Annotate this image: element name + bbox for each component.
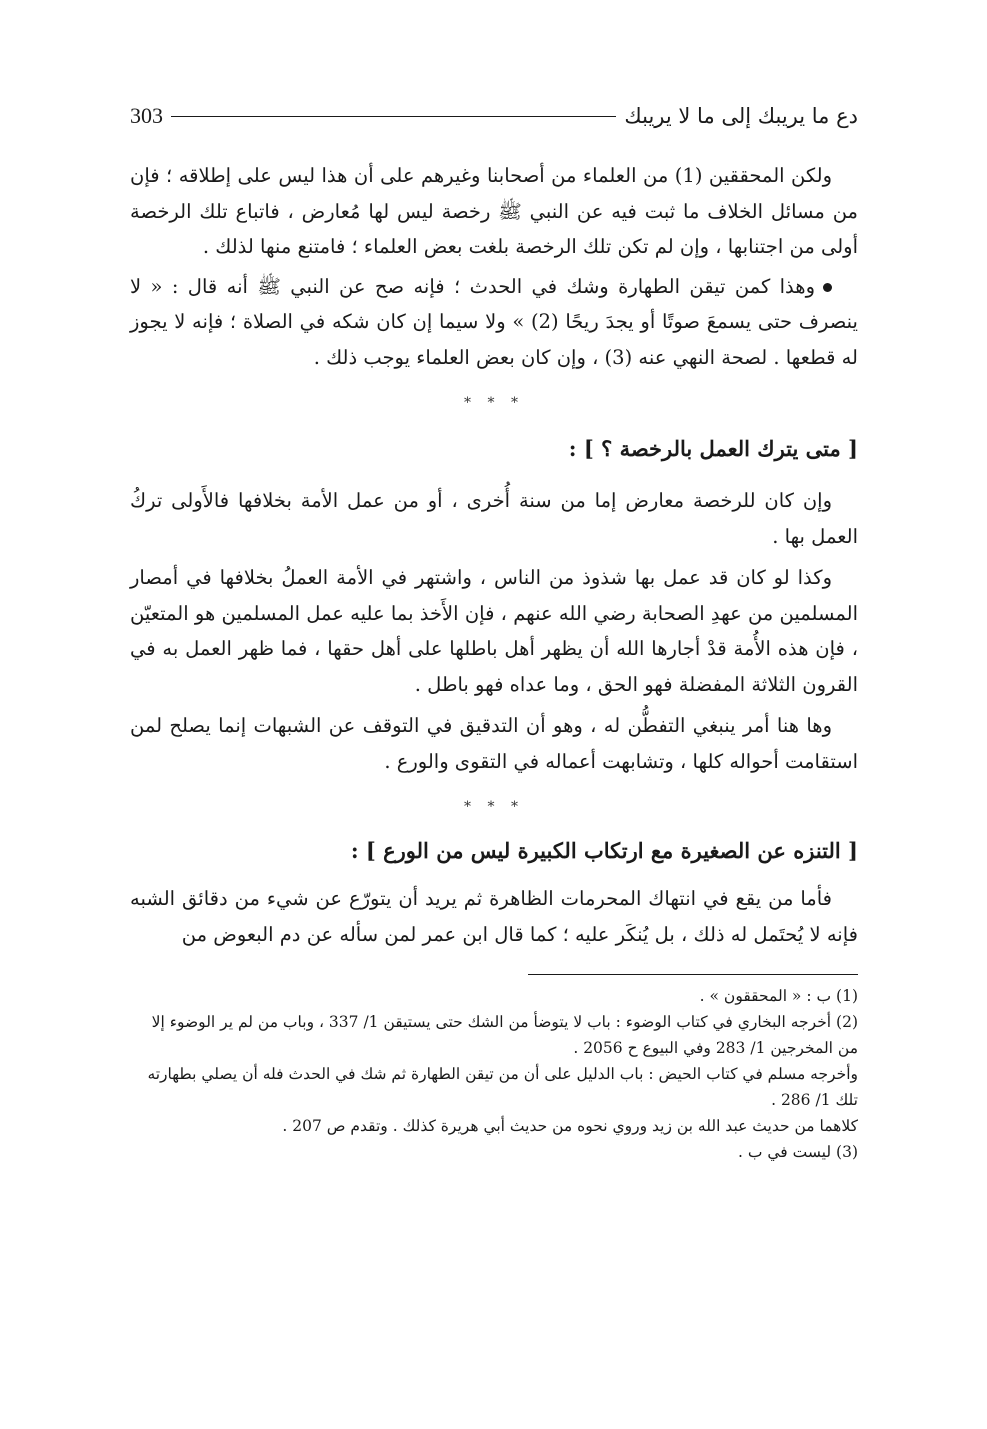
section-separator-1: * * * — [464, 395, 524, 411]
footnote-separator — [528, 974, 858, 975]
footnote-3: (3) ليست في ب . — [738, 1143, 858, 1161]
section-separator-2: * * * — [464, 799, 524, 815]
paragraph-4: وكذا لو كان قد عمل بها شذوذ من الناس ، واشتهر في الأمة العملُ بخلافها في أمصار المسلمين من عهدِ الصحابة رضي الله عنهم ، فإن الأَخذ بما عليه عمل المسلمين هو المتعيّن ، فإن هذه الأُمة قدْ أجارها الله أن يظهر أهل باطلها على أهل حقها ، فما ظهر العمل به في القرون الثلاثة المفضلة فهو الحق ، وما عداه فهو باطل . — [130, 566, 858, 696]
footnote-1: (1) ب : « المحققون » . — [699, 987, 858, 1005]
section-heading-1: [ متى يترك العمل بالرخصة ؟ ] : — [568, 436, 858, 461]
bullet-icon — [823, 283, 832, 292]
footnote-2: (2) أخرجه البخاري في كتاب الوضوء : باب لا يتوضأ من الشك حتى يستيقن 1/ 337 ، وباب من لم ير الوضوء إلا من المخرجين 1/ 283 وفي البيوع ح 2056 . — [151, 1013, 858, 1057]
book-page — [130, 96, 858, 1165]
page-number: 303 — [130, 103, 163, 128]
paragraph-3: وإن كان للرخصة معارض إما من سنة أُخرى ، أو من عمل الأمة بخلافها فالأَولى تركُ العمل بها . — [130, 489, 858, 548]
footnote-2-continued: وأخرجه مسلم في كتاب الحيض : باب الدليل على أن من تيقن الطهارة ثم شك في الحدث فله أن يصلي بطهارته تلك 1/ 286 . — [147, 1065, 858, 1109]
paragraph-2-text: وهذا كمن تيقن الطهارة وشك في الحدث ؛ فإنه صح عن النبي ﷺ أنه قال : « لا ينصرف حتى يسمعَ صوتًا أو يجدَ ريحًا (2) » ولا سيما إن كان شكه في الصلاة ؛ فإنه لا يجوز له قطعها . لصحة النهي عنه (3) ، وإن كان بعض العلماء يوجب ذلك . — [130, 274, 858, 369]
section-heading-2: [ التنزه عن الصغيرة مع ارتكاب الكبيرة ليس من الورع ] : — [350, 838, 858, 863]
running-head-title: دع ما يريبك إلى ما لا يريبك — [624, 104, 858, 128]
footnote-2-note: كلاهما من حديث عبد الله بن زيد وروي نحوه من حديث أبي هريرة كذلك . وتقدم ص 207 . — [282, 1117, 858, 1135]
paragraph-5: وها هنا أمر ينبغي التفطُّن له ، وهو أن التدقيق في التوقف عن الشبهات إنما يصلح لمن استقامت أحواله كلها ، وتشابهت أعماله في التقوى والورع . — [130, 714, 858, 773]
paragraph-2 — [130, 269, 858, 376]
running-head-rule — [171, 116, 616, 117]
footnotes — [130, 983, 858, 1165]
paragraph-6: فأما من يقع في انتهاك المحرمات الظاهرة ثم يريد أن يتورّع عن شيء من دقائق الشبه فإنه لا يُحتَمل له ذلك ، بل يُنكَر عليه ؛ كما قال ابن عمر لمن سأله عن دم البعوض من — [130, 887, 858, 946]
paragraph-1: ولكن المحققين (1) من العلماء من أصحابنا وغيرهم على أن هذا ليس على إطلاقه ؛ فإن من مسائل الخلاف ما ثبت فيه عن النبي ﷺ رخصة ليس لها مُعارض ، فاتباع تلك الرخصة أولى من اجتنابها ، وإن لم تكن تلك الرخصة بلغت بعض العلماء ؛ فامتنع منها لذلك . — [130, 164, 858, 258]
running-head — [130, 96, 858, 136]
